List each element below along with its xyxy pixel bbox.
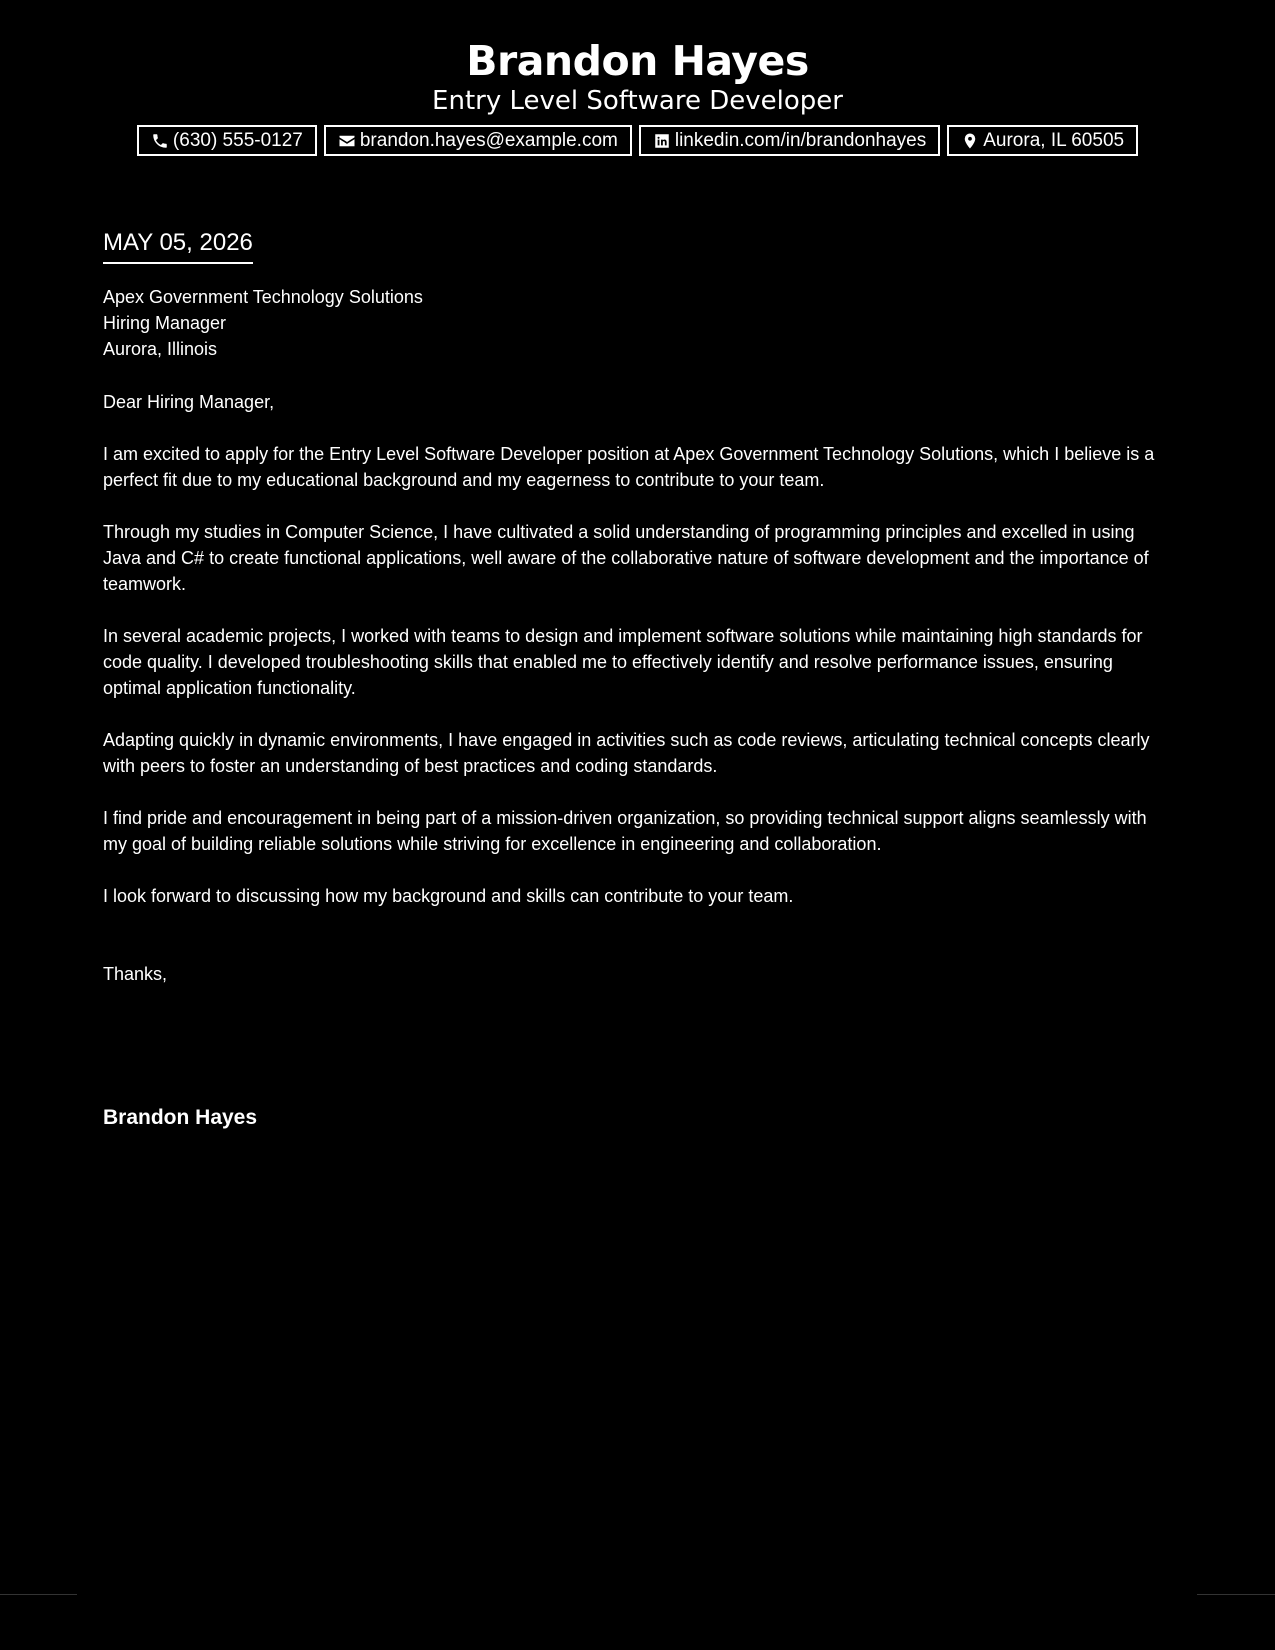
- email-text: brandon.hayes@example.com: [359, 129, 618, 151]
- applicant-name: Brandon Hayes: [466, 37, 809, 85]
- phone-icon: [151, 132, 169, 150]
- recipient-company: Apex Government Technology Solutions: [103, 287, 423, 307]
- linkedin-text: linkedin.com/in/brandonhayes: [674, 129, 927, 151]
- envelope-icon: [338, 132, 356, 150]
- phone-text: (630) 555-0127: [172, 129, 303, 151]
- signature-name: Brandon Hayes: [103, 1106, 258, 1129]
- body-paragraph: Through my studies in Computer Science, I have cultivated a solid understanding of programming principles and excelled in using Java and C# to create functional applications, well aware of the collaborative nature of software development and the importance of teamwork.: [103, 522, 1149, 594]
- body-paragraph: I am excited to apply for the Entry Level Software Developer position at Apex Government Technology Solutions, which I believe is a perfect fit due to my educational background and my eagerness to contribute to your team.: [103, 444, 1155, 490]
- location-text: Aurora, IL 60505: [983, 129, 1125, 151]
- contact-email[interactable]: [324, 125, 632, 156]
- contact-phone[interactable]: [137, 125, 317, 156]
- footer-divider-left: [0, 1594, 77, 1595]
- letter-body: [103, 226, 1173, 1131]
- body-paragraph: In several academic projects, I worked with teams to design and implement software solutions while maintaining high standards for code quality. I developed troubleshooting skills that enabled me to effectively identify and resolve performance issues, ensuring optimal application functionality.: [103, 626, 1143, 698]
- recipient-location: Aurora, Illinois: [103, 339, 218, 359]
- contact-location: [947, 125, 1138, 156]
- linkedin-icon: [653, 132, 671, 150]
- footer-divider-right: [1197, 1594, 1275, 1595]
- body-paragraph: Adapting quickly in dynamic environments, I have engaged in activities such as code reviews, articulating technical concepts clearly with peers to foster an understanding of best practices and coding standards.: [103, 730, 1150, 776]
- recipient-role: Hiring Manager: [103, 313, 227, 333]
- applicant-title: Entry Level Software Developer: [432, 86, 843, 116]
- letter-header: [0, 34, 1275, 156]
- body-paragraph: I find pride and encouragement in being part of a mission-driven organization, so providing technical support aligns seamlessly with my goal of building reliable solutions while striving for excellence in engineering and collaboration.: [103, 808, 1147, 854]
- closing: Thanks,: [103, 964, 168, 984]
- body-paragraph: I look forward to discussing how my background and skills can contribute to your team.: [103, 886, 794, 906]
- letter-date: MAY 05, 2026: [103, 226, 253, 264]
- salutation: Dear Hiring Manager,: [103, 392, 275, 412]
- map-marker-icon: [961, 132, 979, 150]
- contact-bar: [0, 125, 1275, 156]
- recipient-block: [103, 284, 1173, 362]
- contact-linkedin[interactable]: [639, 125, 940, 156]
